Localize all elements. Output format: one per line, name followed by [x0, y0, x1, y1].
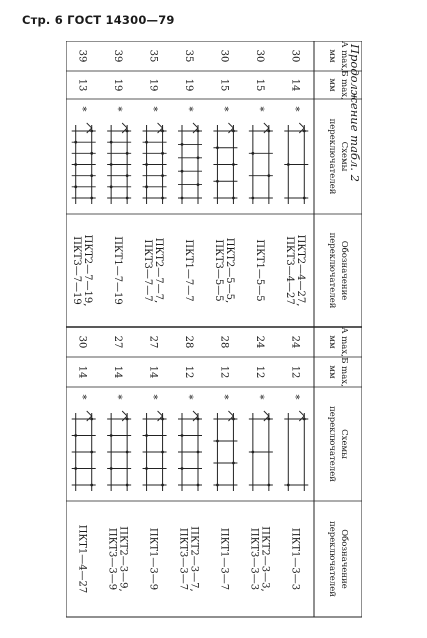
cell-designation-left: ПКТ1—3—7	[218, 527, 230, 591]
scheme-node	[145, 434, 148, 437]
cell-a-right: 39	[112, 49, 124, 63]
cell-a-right: 30	[218, 49, 230, 63]
scheme-node	[181, 170, 184, 173]
header-a-max-right-unit: мм	[327, 49, 337, 63]
scheme-node	[90, 451, 93, 454]
cell-b-left: 12	[289, 365, 301, 379]
scheme-mark: *	[147, 394, 159, 400]
scheme-node	[232, 130, 235, 133]
cell-designation-left: ПКТ2—3—9,	[117, 526, 129, 592]
scheme-node	[126, 152, 129, 155]
scheme-node	[126, 451, 129, 454]
scheme-node	[181, 434, 184, 437]
scheme-node	[232, 462, 235, 465]
scheme-node	[216, 484, 219, 487]
scheme-node	[197, 418, 200, 421]
header-designation-right-line2: переключателей	[327, 232, 337, 309]
cell-b-left: 14	[112, 365, 124, 379]
scheme-node	[90, 197, 93, 200]
scheme-node	[251, 152, 254, 155]
cell-a-left: 24	[253, 335, 265, 349]
rotated-table	[66, 41, 362, 638]
scheme-node	[126, 130, 129, 133]
scheme-node	[267, 130, 270, 133]
cell-a-right: 39	[76, 49, 88, 63]
scheme-mark: *	[218, 106, 230, 112]
cell-b-left: 12	[183, 365, 194, 379]
header-a-max-right: А max,	[339, 41, 349, 71]
header-schemes-right-line2: переключателей	[327, 118, 337, 195]
scheme-node	[251, 451, 254, 454]
cell-designation-right: ПКТ1—5—5	[253, 239, 265, 302]
scheme-node	[126, 418, 129, 421]
scheme-node	[161, 174, 164, 177]
scheme-node	[232, 418, 235, 421]
scheme-mark: *	[289, 106, 301, 112]
header-a-max-left-unit: мм	[327, 335, 337, 349]
cell-b-left: 14	[76, 365, 88, 379]
scheme-node	[197, 451, 200, 454]
scheme-node	[90, 418, 93, 421]
scheme-node	[126, 484, 129, 487]
cell-designation-right: ПКТ2—7—7,	[153, 237, 165, 304]
cell-b-left: 14	[147, 365, 159, 379]
scheme-mark: *	[147, 106, 159, 112]
scheme-mark: *	[76, 394, 88, 400]
scheme-node	[90, 130, 93, 133]
cell-designation-left: ПКТ1—4—27	[76, 524, 88, 594]
scheme-mark: *	[253, 394, 265, 400]
cell-designation-right: ПКТ1—7—7	[183, 239, 194, 302]
scheme-node	[90, 152, 93, 155]
scheme-mark: *	[253, 106, 265, 112]
scheme-node	[216, 146, 219, 149]
cell-a-left: 27	[147, 335, 159, 349]
scheme-mark: *	[218, 394, 230, 400]
cell-b-right: 19	[112, 78, 124, 92]
scheme-node	[74, 467, 77, 470]
header-schemes-right: Схемы	[339, 141, 349, 172]
scheme-node	[161, 152, 164, 155]
scheme-node	[74, 141, 77, 144]
cell-a-right: 35	[183, 49, 194, 63]
cell-designation-left: ПКТ2—3—3,	[259, 526, 271, 592]
header-designation-right: Обозначение	[339, 240, 349, 301]
cell-designation-left: ПКТ3—3—7	[177, 527, 189, 591]
scheme-mark: *	[76, 106, 88, 112]
cell-designation-right: ПКТ3—5—5	[212, 239, 224, 302]
scheme-node	[161, 451, 164, 454]
scheme-mark: *	[183, 394, 194, 400]
cell-designation-right: ПКТ2—4—27,	[294, 234, 306, 307]
scheme-node	[181, 197, 184, 200]
cell-a-right: 30	[289, 49, 301, 63]
cell-designation-right: ПКТ2—5—5,	[223, 237, 235, 304]
scheme-node	[287, 484, 290, 487]
cell-designation-right: ПКТ3—7—7	[142, 239, 154, 302]
scheme-node	[267, 484, 270, 487]
continuation-caption: Продолжение табл. 2	[348, 44, 362, 182]
scheme-node	[267, 418, 270, 421]
header-designation-left-line2: переключателей	[327, 521, 337, 597]
cell-designation-right: ПКТ3—4—27	[283, 236, 295, 305]
cell-a-left: 30	[76, 335, 88, 349]
scheme-node	[110, 185, 113, 188]
scheme-node	[145, 163, 148, 166]
scheme-node	[145, 141, 148, 144]
scheme-node	[74, 434, 77, 437]
scheme-node	[303, 418, 306, 421]
cell-b-right: 14	[289, 78, 301, 92]
scheme-node	[110, 434, 113, 437]
cell-designation-left: ПКТ1—3—3	[289, 527, 301, 591]
header-b-max-left: Б max,	[339, 357, 349, 387]
scheme-mark: *	[183, 106, 194, 112]
cell-b-right: 15	[253, 78, 265, 92]
scheme-mark: *	[112, 394, 124, 400]
scheme-node	[181, 467, 184, 470]
scheme-node	[216, 180, 219, 183]
scheme-node	[145, 185, 148, 188]
cell-designation-right: ПКТ1—7—19	[112, 236, 124, 305]
scheme-node	[232, 163, 235, 166]
scheme-node	[197, 156, 200, 159]
scheme-node	[90, 174, 93, 177]
scheme-node	[267, 174, 270, 177]
cell-a-right: 30	[253, 49, 265, 63]
page-header: Стр. 6 ГОСТ 14300—79	[22, 13, 175, 27]
scheme-node	[74, 185, 77, 188]
scheme-node	[181, 143, 184, 146]
scheme-node	[251, 197, 254, 200]
scheme-node	[303, 130, 306, 133]
scheme-node	[161, 418, 164, 421]
cell-a-left: 27	[112, 335, 124, 349]
cell-b-right: 15	[218, 78, 230, 92]
cell-b-left: 12	[218, 365, 230, 379]
scheme-node	[287, 163, 290, 166]
cell-b-left: 12	[253, 365, 265, 379]
cell-a-right: 35	[147, 49, 159, 63]
cell-designation-left: ПКТ3—3—9	[106, 527, 118, 591]
header-b-max-right-unit: мм	[327, 78, 337, 92]
header-schemes-left: Схемы	[339, 429, 349, 459]
header-b-max-left-unit: мм	[327, 365, 337, 379]
scheme-node	[110, 163, 113, 166]
scheme-node	[216, 440, 219, 443]
scheme-node	[126, 197, 129, 200]
scheme-node	[232, 197, 235, 200]
cell-designation-left: ПКТ3—3—3	[248, 527, 260, 591]
scheme-mark: *	[289, 394, 301, 400]
scheme-node	[145, 467, 148, 470]
scheme-node	[197, 183, 200, 186]
header-schemes-left-line2: переключателей	[327, 406, 337, 482]
cell-designation-left: ПКТ1—3—9	[147, 527, 159, 591]
cell-a-left: 28	[183, 335, 194, 349]
table-svg	[66, 41, 362, 638]
cell-a-left: 24	[289, 335, 301, 349]
scheme-node	[110, 467, 113, 470]
cell-b-right: 19	[147, 78, 159, 92]
scheme-node	[161, 130, 164, 133]
scheme-node	[90, 484, 93, 487]
cell-designation-right: ПКТ3—7—19	[71, 236, 83, 305]
cell-a-left: 28	[218, 335, 230, 349]
scheme-node	[126, 174, 129, 177]
scheme-node	[303, 197, 306, 200]
cell-designation-right: ПКТ2—7—19,	[82, 234, 94, 307]
header-designation-left: Обозначение	[339, 529, 349, 589]
cell-b-right: 13	[76, 78, 88, 92]
scheme-node	[110, 141, 113, 144]
scheme-node	[161, 197, 164, 200]
scheme-node	[197, 484, 200, 487]
header-a-max-left: А max,	[339, 327, 349, 357]
cell-b-right: 19	[183, 78, 194, 92]
scheme-node	[74, 163, 77, 166]
cell-designation-left: ПКТ2—3—7,	[188, 526, 200, 592]
scheme-mark: *	[112, 106, 124, 112]
scheme-node	[161, 484, 164, 487]
header-b-max-right: Б max,	[339, 70, 349, 100]
scheme-node	[197, 130, 200, 133]
